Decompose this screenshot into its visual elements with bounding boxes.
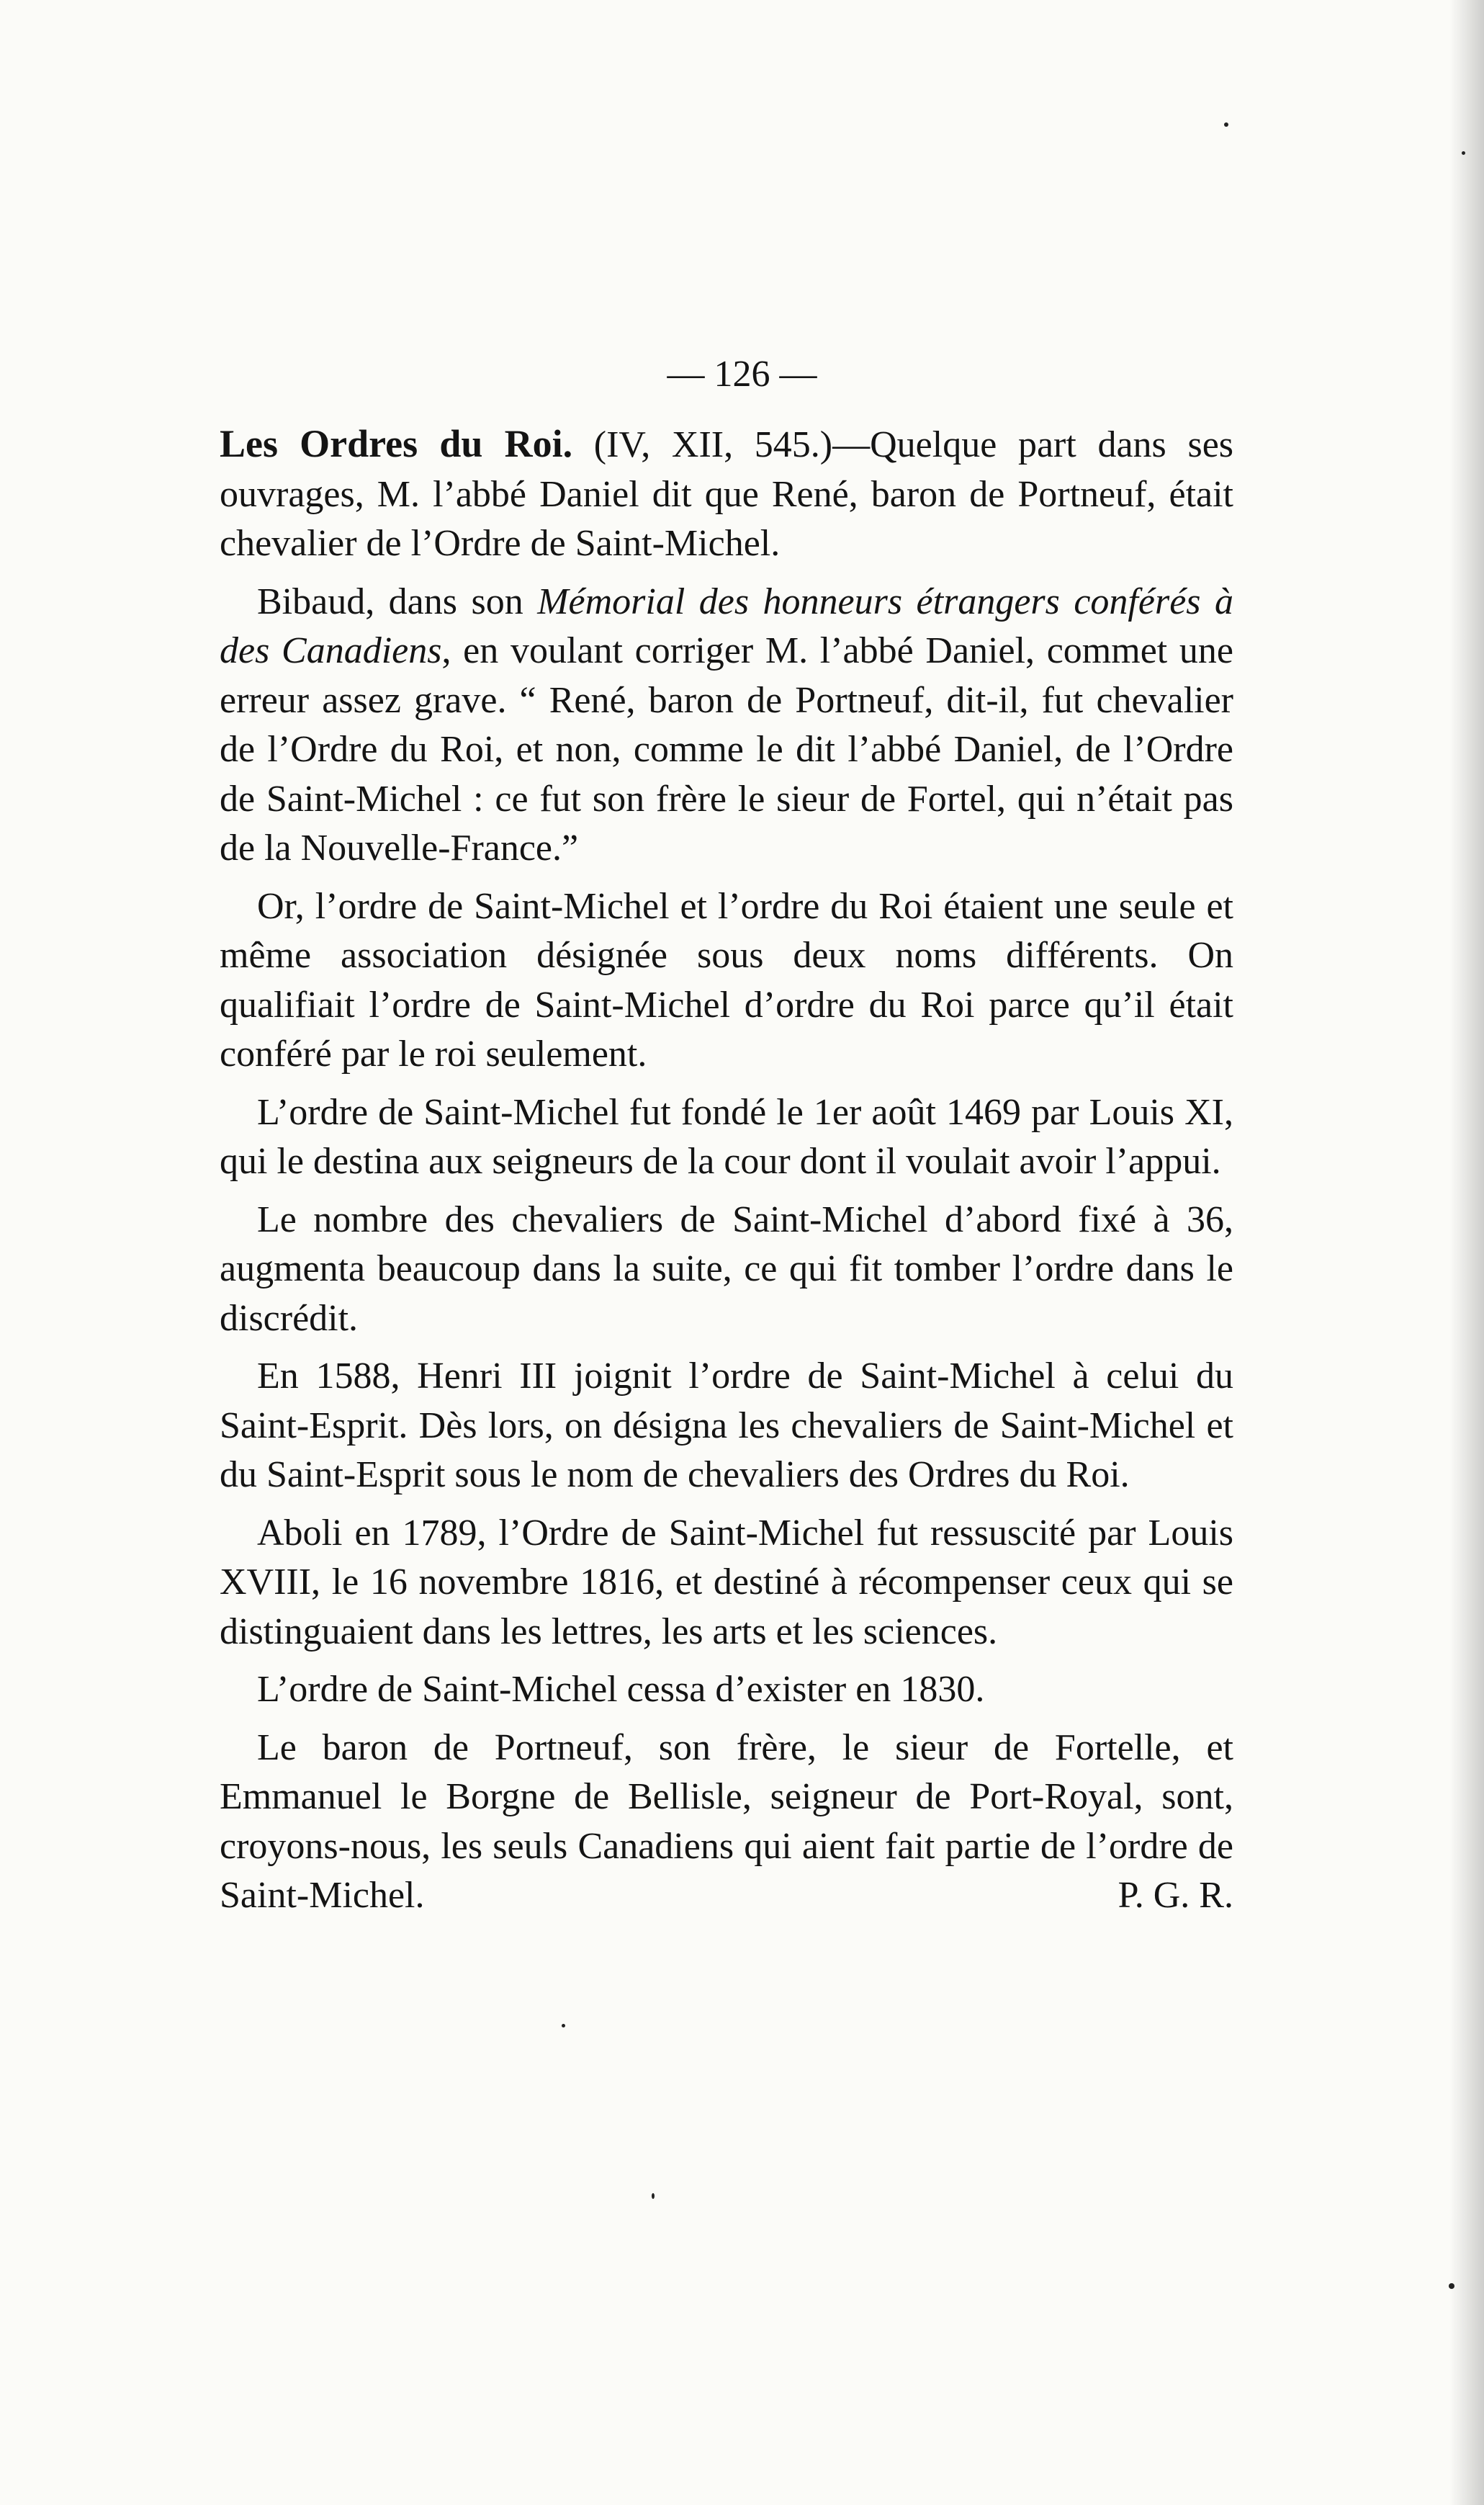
scan-speck [1462, 151, 1465, 155]
page-number: — 126 — [667, 354, 817, 395]
paragraph-9-text: Le baron de Portneuf, son frère, le sieur de Fortelle, et Emmanuel le Borgne de Bellisle, seigneur de Port-Royal, sont, croyons-nous, les seuls Canadiens qui aient fait partie de l’ordre de Saint-Michel. [220, 1726, 1233, 1916]
paragraph-3: Or, l’ordre de Saint-Michel et l’ordre du Roi étaient une seule et même association désignée sous deux noms différents. On qualifiait l’ordre de Saint-Michel d’ordre du Roi parce qu’il était conféré par le roi seulement. [220, 885, 1233, 1075]
paragraph-6: En 1588, Henri III joignit l’ordre de Saint-Michel à celui du Saint-Esprit. Dès lors, on désigna les chevaliers de Saint-Michel et du Saint-Esprit sous le nom de chevaliers des Ordres du Roi. [220, 1355, 1233, 1495]
paragraph-8: L’ordre de Saint-Michel cessa d’exister en 1830. [257, 1669, 985, 1710]
scan-speck [652, 2193, 655, 2199]
paragraph-1-text: —Quelque part dans ses ouvrages, M. l’abbé Daniel dit que René, baron de Portneuf, était chevalier de l’Ordre de Saint-Michel. [220, 424, 1234, 564]
paragraph-4: L’ordre de Saint-Michel fut fondé le 1er août 1469 par Louis XI, qui le destina aux seigneurs de la cour dont il voulait avoir l’appui. [220, 1091, 1233, 1182]
scan-speck [1224, 122, 1228, 127]
book-title: Mémorial des honneurs étrangers conférés à des Canadiens [220, 581, 1233, 671]
paragraph-2-end: , en voulant corriger M. l’abbé Daniel, commet une erreur assez grave. “ René, baron de Portneuf, dit-il, fut chevalier de l’Ordre du Roi, et non, comme le dit l’abbé Daniel, de l’Ordre de Saint-Michel : ce fut son frère le sieur de Fortel, qui n’était pas de la Nouvelle-France.” [220, 630, 1233, 869]
paragraph-2-start: Bibaud, dans son [257, 581, 538, 622]
paragraph-9 [220, 1724, 1233, 1921]
heading-reference: (IV, XII, 545.) [593, 424, 833, 465]
paragraph-7: Aboli en 1789, l’Ordre de Saint-Michel fut ressuscité par Louis XVIII, le 16 novembre 1816, et destiné à récompenser ceux qui se distinguaient dans les lettres, les arts et les sciences. [220, 1512, 1233, 1652]
article-heading: Les Ordres du Roi. [220, 422, 573, 465]
scan-speck [562, 2024, 565, 2027]
paragraph-1 [220, 419, 1233, 569]
scan-speck [1449, 2283, 1454, 2289]
signature: P. G. R. [1118, 1875, 1233, 1916]
paragraph-5: Le nombre des chevaliers de Saint-Michel d’abord fixé à 36, augmenta beaucoup dans la suite, ce qui fit tomber l’ordre dans le discrédit. [220, 1198, 1233, 1339]
paragraph-2 [220, 578, 1233, 874]
article-body [220, 419, 1233, 1930]
